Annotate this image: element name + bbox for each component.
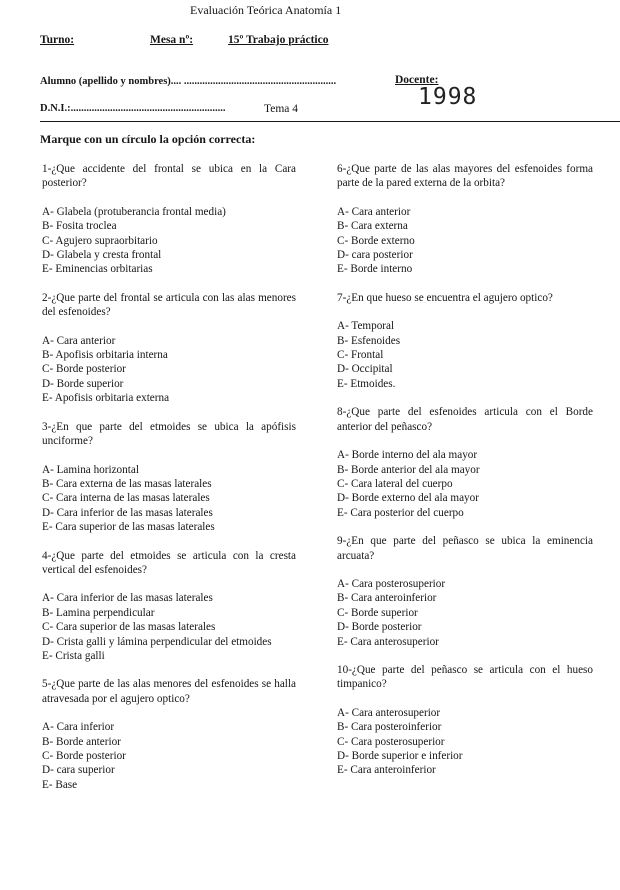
option-b[interactable]: B- Fosita troclea <box>42 220 117 233</box>
options-list <box>42 205 296 277</box>
option-d[interactable]: D- Occipital <box>337 363 393 376</box>
option-b[interactable]: B- Cara posteroinferior <box>337 721 442 734</box>
option-b[interactable]: B- Apofisis orbitaria interna <box>42 349 168 362</box>
question-9 <box>337 534 593 649</box>
header-divider <box>40 121 620 122</box>
option-e[interactable]: E- Cara anteroinferior <box>337 764 436 777</box>
instruction-text: Marque con un círculo la opción correcta: <box>40 132 256 146</box>
option-a[interactable]: A- Cara inferior de las masas laterales <box>42 592 213 605</box>
option-e[interactable]: E- Apofisis orbitaria externa <box>42 392 170 405</box>
question-text: 3-¿En que parte del etmoides se ubica la apófisis unciforme? <box>42 420 296 448</box>
options-list <box>42 720 296 792</box>
option-a[interactable]: A- Cara inferior <box>42 721 115 734</box>
question-5 <box>42 677 296 792</box>
question-2 <box>42 291 296 406</box>
option-d[interactable]: D- Glabela y cresta frontal <box>42 249 162 262</box>
option-a[interactable]: A- Lamina horizontal <box>42 463 139 476</box>
alumno-field-label: Alumno (apellido y nombres).... .......................................................... <box>40 76 337 87</box>
options-list <box>42 591 296 663</box>
option-b[interactable]: B- Esfenoides <box>337 334 401 347</box>
options-list <box>337 319 593 391</box>
question-3 <box>42 420 296 535</box>
docente-label: Docente: <box>395 74 439 86</box>
question-1 <box>42 162 296 277</box>
option-b[interactable]: B- Lamina perpendicular <box>42 606 155 619</box>
option-a[interactable]: A- Temporal <box>337 320 395 333</box>
question-text: 6-¿Que parte de las alas mayores del esfenoides forma parte de la pared externa de la orbita? <box>337 163 593 190</box>
options-list <box>337 448 593 520</box>
question-6 <box>337 162 593 277</box>
option-a[interactable]: A- Cara posterosuperior <box>337 577 446 590</box>
option-e[interactable]: E- Etmoides. <box>337 377 396 390</box>
option-d[interactable]: D- cara superior <box>42 764 115 777</box>
option-b[interactable]: B- Borde anterior <box>42 735 121 748</box>
options-list <box>42 463 296 535</box>
option-c[interactable]: C- Borde superior <box>337 606 418 619</box>
option-d[interactable]: D- Borde posterior <box>337 621 422 634</box>
option-c[interactable]: C- Agujero supraorbitario <box>42 234 158 247</box>
option-c[interactable]: C- Borde externo <box>337 234 415 247</box>
questions-left-column <box>42 162 296 806</box>
option-c[interactable]: C- Cara superior de las masas laterales <box>42 621 216 634</box>
option-e[interactable]: E- Cara posterior del cuerpo <box>337 506 464 519</box>
docente-handwritten-value: 1998 <box>418 84 478 110</box>
option-c[interactable]: C- Borde posterior <box>42 750 126 762</box>
turno-label: Turno: <box>40 34 75 46</box>
question-7 <box>337 291 593 391</box>
option-d[interactable]: D- Borde superior e inferior <box>337 750 463 762</box>
option-e[interactable]: E- Base <box>42 778 78 791</box>
option-c[interactable]: C- Cara lateral del cuerpo <box>337 477 453 490</box>
options-list <box>337 706 593 778</box>
option-d[interactable]: D- Crista galli y lámina perpendicular del etmoides <box>42 635 272 648</box>
dni-field-label: D.N.I.:........................................................... <box>40 103 226 114</box>
options-list <box>337 577 593 649</box>
option-b[interactable]: B- Cara externa <box>337 220 408 233</box>
option-e[interactable]: E- Eminencias orbitarias <box>42 263 153 276</box>
questions-right-column <box>337 162 593 792</box>
question-text: 1-¿Que accidente del frontal se ubica en la Cara posterior? <box>42 163 296 190</box>
option-d[interactable]: D- cara posterior <box>337 249 413 262</box>
option-d[interactable]: D- Cara inferior de las masas laterales <box>42 506 213 519</box>
option-a[interactable]: A- Borde interno del ala mayor <box>337 449 478 462</box>
question-text: 9-¿En que parte del peñasco se ubica la eminencia arcuata? <box>337 535 593 562</box>
option-c[interactable]: C- Cara posterosuperior <box>337 735 445 748</box>
option-a[interactable]: A- Cara anterosuperior <box>337 706 441 719</box>
option-d[interactable]: D- Borde externo del ala mayor <box>337 492 479 505</box>
question-text: 5-¿Que parte de las alas menores del esfenoides se halla atravesada por el agujero optico? <box>42 678 296 705</box>
question-text: 4-¿Que parte del etmoides se articula con la cresta vertical del esfenoides? <box>42 549 296 576</box>
question-text: 2-¿Que parte del frontal se articula con las alas menores del esfenoides? <box>42 291 296 319</box>
question-8 <box>337 405 593 520</box>
question-text: 8-¿Que parte del esfenoides articula con el Borde anterior del peñasco? <box>337 406 593 433</box>
mesa-label: Mesa nº: <box>150 34 194 46</box>
option-c[interactable]: C- Cara interna de las masas laterales <box>42 492 210 505</box>
trabajo-practico-label: 15º Trabajo práctico <box>228 34 329 46</box>
option-c[interactable]: C- Frontal <box>337 349 384 362</box>
option-b[interactable]: B- Cara anteroinferior <box>337 592 437 605</box>
options-list <box>337 205 593 277</box>
option-e[interactable]: E- Borde interno <box>337 263 413 276</box>
option-c[interactable]: C- Borde posterior <box>42 363 126 376</box>
option-b[interactable]: B- Borde anterior del ala mayor <box>337 463 480 476</box>
question-4 <box>42 549 296 664</box>
option-b[interactable]: B- Cara externa de las masas laterales <box>42 477 212 490</box>
option-e[interactable]: E- Cara superior de las masas laterales <box>42 521 215 534</box>
tema-label: Tema 4 <box>264 103 299 115</box>
question-10 <box>337 663 593 778</box>
option-a[interactable]: A- Cara anterior <box>337 205 411 218</box>
option-d[interactable]: D- Borde superior <box>42 377 124 390</box>
option-e[interactable]: E- Cara anterosuperior <box>337 635 439 648</box>
question-text: 10-¿Que parte del peñasco se articula con el hueso timpanico? <box>337 663 593 691</box>
exam-title: Evaluación Teórica Anatomía 1 <box>190 3 342 17</box>
option-a[interactable]: A- Cara anterior <box>42 334 116 347</box>
question-text: 7-¿En que hueso se encuentra el agujero optico? <box>337 291 553 304</box>
option-e[interactable]: E- Crista galli <box>42 649 105 662</box>
option-a[interactable]: A- Glabela (protuberancia frontal media) <box>42 205 226 218</box>
options-list <box>42 334 296 406</box>
